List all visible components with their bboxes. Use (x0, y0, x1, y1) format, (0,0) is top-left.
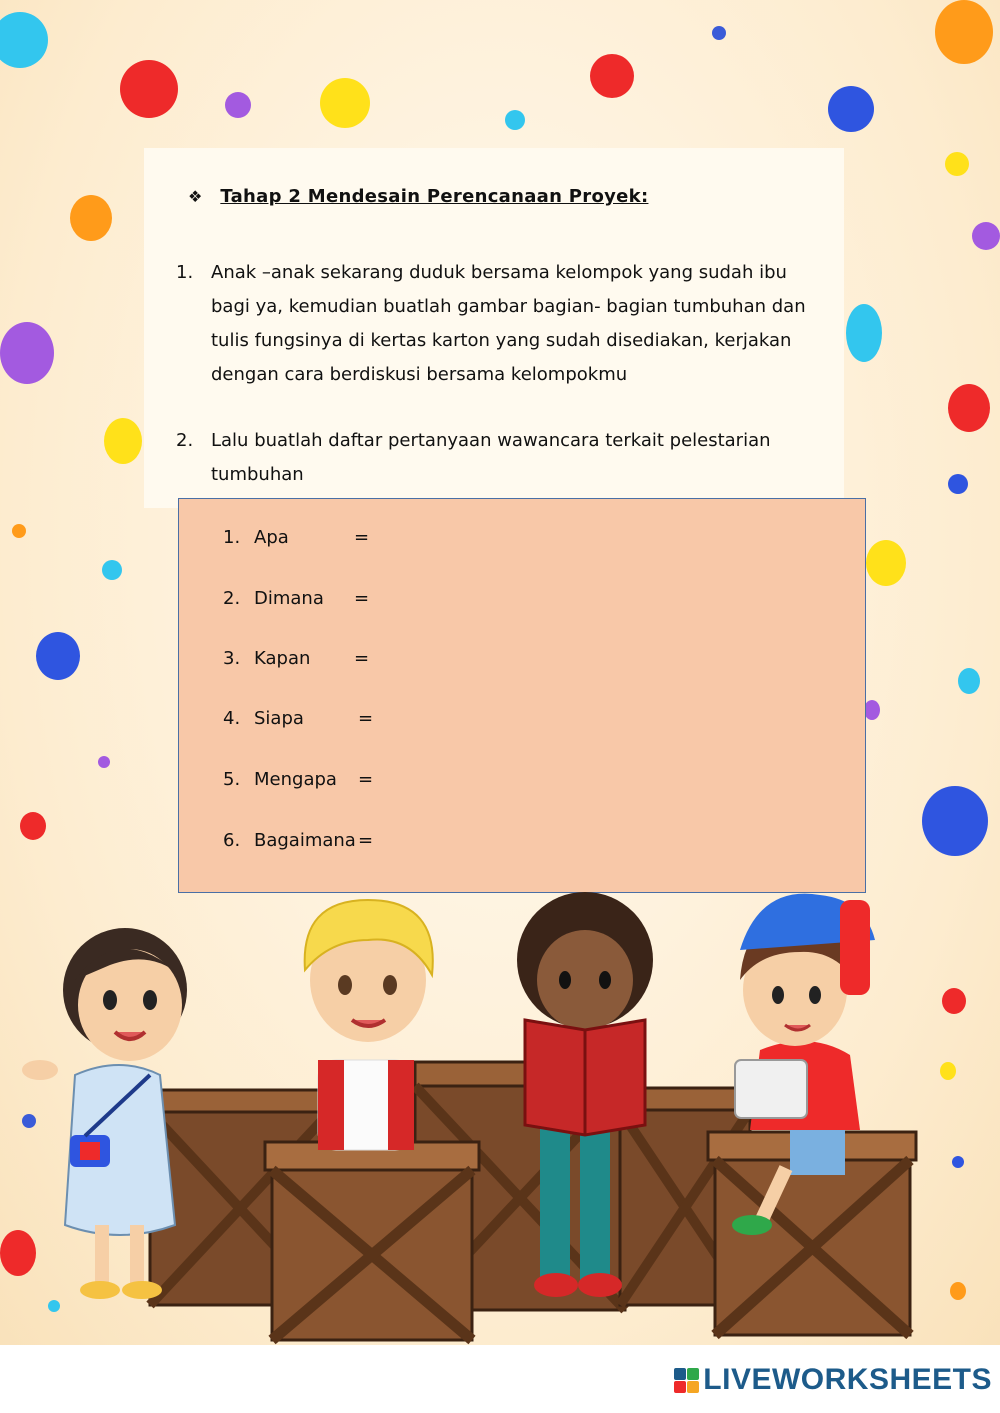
decor-dot (98, 756, 110, 768)
question-equals: = (358, 769, 374, 790)
question-number: 1. (223, 527, 241, 548)
children-on-crates-illustration (0, 880, 1000, 1345)
decor-dot (922, 786, 988, 856)
tablet-icon (735, 1060, 807, 1118)
question-row (223, 769, 373, 790)
question-row (223, 830, 373, 851)
decor-dot (846, 304, 882, 362)
decor-dot (0, 12, 48, 68)
question-box (178, 498, 866, 893)
decor-dot (20, 812, 46, 840)
section-heading (188, 186, 648, 207)
decor-dot (0, 322, 54, 384)
step-text: Anak –anak sekarang duduk bersama kelompok yang sudah ibu bagi ya, kemudian buatlah gambar bagian- bagian tumbuhan dan tulis fungsinya di kertas karton yang sudah disediakan, kerjakan dengan cara berdiskusi bersama kelompokmu (211, 262, 806, 385)
liveworksheets-icon (674, 1368, 699, 1393)
question-row (223, 527, 369, 548)
instruction-step (176, 256, 816, 392)
decor-dot (866, 540, 906, 586)
decor-dot (505, 110, 525, 130)
decor-dot (70, 195, 112, 241)
question-number: 4. (223, 708, 241, 729)
decor-dot (36, 632, 80, 680)
footer-bar (0, 1345, 1000, 1413)
decor-dot (225, 92, 251, 118)
decor-dot (935, 0, 993, 64)
question-label: Apa (254, 527, 289, 548)
question-number: 2. (223, 588, 241, 609)
decor-dot (590, 54, 634, 98)
decor-dot (945, 152, 969, 176)
question-row (223, 648, 369, 669)
decor-dot (948, 384, 990, 432)
liveworksheets-logo[interactable] (674, 1363, 992, 1397)
brand-name: LIVEWORKSHEETS (703, 1363, 992, 1396)
decor-dot (120, 60, 178, 118)
step-text: Lalu buatlah daftar pertanyaan wawancara terkait pelestarian tumbuhan (211, 430, 771, 485)
question-number: 3. (223, 648, 241, 669)
decor-dot (958, 668, 980, 694)
question-equals: = (354, 527, 370, 548)
question-row (223, 588, 369, 609)
question-label: Bagaimana (254, 830, 356, 851)
decor-dot (104, 418, 142, 464)
decor-dot (12, 524, 26, 538)
blond-boy-character (305, 900, 433, 1150)
question-equals: = (358, 708, 374, 729)
question-label: Kapan (254, 648, 311, 669)
diamond-bullet-icon: ❖ (188, 187, 203, 206)
question-number: 5. (223, 769, 241, 790)
question-row (223, 708, 373, 729)
question-equals: = (358, 830, 374, 851)
question-label: Siapa (254, 708, 304, 729)
question-equals: = (354, 588, 370, 609)
question-label: Dimana (254, 588, 324, 609)
question-number: 6. (223, 830, 241, 851)
decor-dot (712, 26, 726, 40)
decor-dot (972, 222, 1000, 250)
decor-dot (864, 700, 880, 720)
decor-dot (320, 78, 370, 128)
decor-dot (828, 86, 874, 132)
step-number: 2. (176, 430, 194, 451)
question-equals: = (354, 648, 370, 669)
decor-dot (948, 474, 968, 494)
heading-text: Tahap 2 Mendesain Perencanaan Proyek: (220, 186, 649, 207)
instruction-step (176, 424, 816, 492)
decor-dot (102, 560, 122, 580)
question-label: Mengapa (254, 769, 337, 790)
step-number: 1. (176, 262, 194, 283)
wooden-crate (265, 1142, 479, 1340)
